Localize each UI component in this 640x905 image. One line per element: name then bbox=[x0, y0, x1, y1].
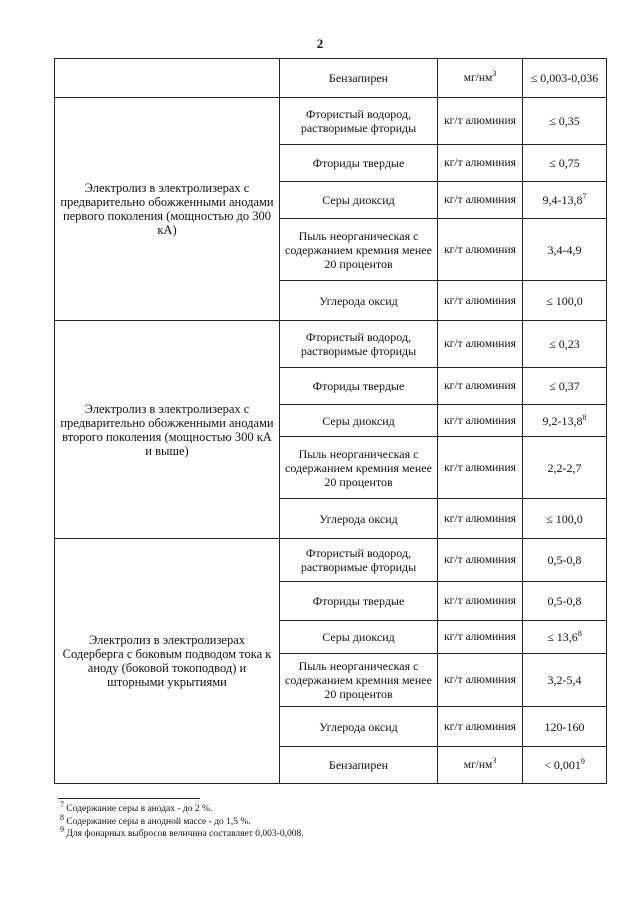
process-cell: Электролиз в электролизерах Содерберга с боковым подводом тока к аноду (боковой токоподвод) и шторными укрытиями bbox=[55, 539, 280, 784]
substance-cell: Бензапирен bbox=[280, 59, 438, 98]
value-cell: ≤ $13,6^8$ bbox=[523, 621, 607, 654]
substance-cell: Бензапирен bbox=[280, 747, 438, 784]
footnote-mark: 8 bbox=[60, 812, 64, 822]
substance-cell: Пыль неорганическая с содержанием кремния менее 20 процентов bbox=[280, 437, 438, 499]
substance-cell: Углерода оксид bbox=[280, 499, 438, 539]
unit-cell: кг/т алюминия bbox=[438, 98, 523, 145]
unit-cell: кг/т алюминия bbox=[438, 582, 523, 621]
value-cell: 0,5-0,8 bbox=[523, 539, 607, 582]
footnote-mark: 9 bbox=[60, 824, 64, 834]
value-cell: < $0,001^9$ bbox=[523, 747, 607, 784]
value-cell: 3,4-4,9 bbox=[523, 219, 607, 281]
unit-cell: кг/т алюминия bbox=[438, 707, 523, 747]
unit-cell: кг/т алюминия bbox=[438, 437, 523, 499]
footnote-mark: 7 bbox=[60, 799, 64, 809]
footnote bbox=[60, 799, 304, 816]
value-cell: ≤ 0,75 bbox=[523, 145, 607, 182]
value-cell: ≤ 0,003-0,036 bbox=[523, 59, 607, 98]
substance-cell: Фториды твердые bbox=[280, 582, 438, 621]
substance-cell: Пыль неорганическая с содержанием кремния менее 20 процентов bbox=[280, 219, 438, 281]
empty-process-cell bbox=[55, 59, 280, 98]
footnote-text: Для фонарных выбросов величина составляет 0,003-0,008. bbox=[64, 829, 304, 839]
substance-cell: Пыль неорганическая с содержанием кремния менее 20 процентов bbox=[280, 654, 438, 707]
value-cell: ≤ 0,35 bbox=[523, 98, 607, 145]
emissions-table bbox=[54, 58, 607, 784]
process-cell: Электролиз в электролизерах с предварительно обожженными анодами второго поколения (мощностью 300 кА и выше) bbox=[55, 321, 280, 539]
unit-cell: кг/т алюминия bbox=[438, 654, 523, 707]
page-number: 2 bbox=[316, 36, 324, 51]
unit-cell: кг/т алюминия bbox=[438, 182, 523, 219]
value-cell: ≤ 100,0 bbox=[523, 281, 607, 321]
table-row bbox=[55, 98, 607, 145]
substance-cell: Фториды твердые bbox=[280, 368, 438, 405]
unit-cell: кг/т алюминия bbox=[438, 539, 523, 582]
substance-cell: Серы диоксид bbox=[280, 182, 438, 219]
substance-cell: Фториды твердые bbox=[280, 145, 438, 182]
unit-cell: кг/т алюминия bbox=[438, 405, 523, 437]
value-cell: 3,2-5,4 bbox=[523, 654, 607, 707]
value-cell: ≤ 100,0 bbox=[523, 499, 607, 539]
substance-cell: Серы диоксид bbox=[280, 621, 438, 654]
value-cell: ≤ 0,23 bbox=[523, 321, 607, 368]
substance-cell: Углерода оксид bbox=[280, 707, 438, 747]
value-cell: ≤ 0,37 bbox=[523, 368, 607, 405]
table-row bbox=[55, 59, 607, 98]
footnote-ref[interactable]: 8 bbox=[577, 629, 582, 638]
value-cell: 0,5-0,8 bbox=[523, 582, 607, 621]
footnote-text: Содержание серы в анодной массе - до 1,5 %. bbox=[64, 816, 251, 827]
substance-cell: Фтористый водород, растворимые фториды bbox=[280, 539, 438, 582]
substance-cell: Серы диоксид bbox=[280, 405, 438, 437]
value-cell: 9,4-13,8$^7$ bbox=[523, 182, 607, 219]
footnotes bbox=[60, 799, 304, 841]
footnote bbox=[60, 824, 304, 841]
footnote-ref[interactable]: 9 bbox=[580, 757, 585, 766]
substance-cell: Фтористый водород, растворимые фториды bbox=[280, 98, 438, 145]
value-cell: 9,2-13,8$^8$ bbox=[523, 405, 607, 437]
unit-cell: кг/т алюминия bbox=[438, 499, 523, 539]
unit-cell: кг/т алюминия bbox=[438, 621, 523, 654]
process-cell: Электролиз в электролизерах с предварительно обожженными анодами первого поколения (мощностью до 300 кА) bbox=[55, 98, 280, 321]
unit-cell: кг/т алюминия bbox=[438, 219, 523, 281]
unit-cell: кг/т алюминия bbox=[438, 321, 523, 368]
unit-cell: кг/т алюминия bbox=[438, 281, 523, 321]
unit-cell: кг/т алюминия bbox=[438, 368, 523, 405]
table-row bbox=[55, 539, 607, 582]
unit-cell: $мг/нм^3$ bbox=[438, 747, 523, 784]
footnote-ref[interactable]: 8 bbox=[582, 412, 587, 422]
footnote-ref[interactable]: 7 bbox=[582, 192, 587, 201]
unit-cell: $мг/нм^3$ bbox=[438, 59, 523, 98]
footnote-text: Содержание серы в анодах - до 2 %. bbox=[64, 804, 213, 814]
footnote-divider bbox=[58, 798, 200, 799]
value-cell: 2,2-2,7 bbox=[523, 437, 607, 499]
table-row bbox=[55, 321, 607, 368]
unit-cell: кг/т алюминия bbox=[438, 145, 523, 182]
value-cell: 120-160 bbox=[523, 707, 607, 747]
footnote bbox=[60, 812, 304, 829]
substance-cell: Фтористый водород, растворимые фториды bbox=[280, 321, 438, 368]
substance-cell: Углерода оксид bbox=[280, 281, 438, 321]
